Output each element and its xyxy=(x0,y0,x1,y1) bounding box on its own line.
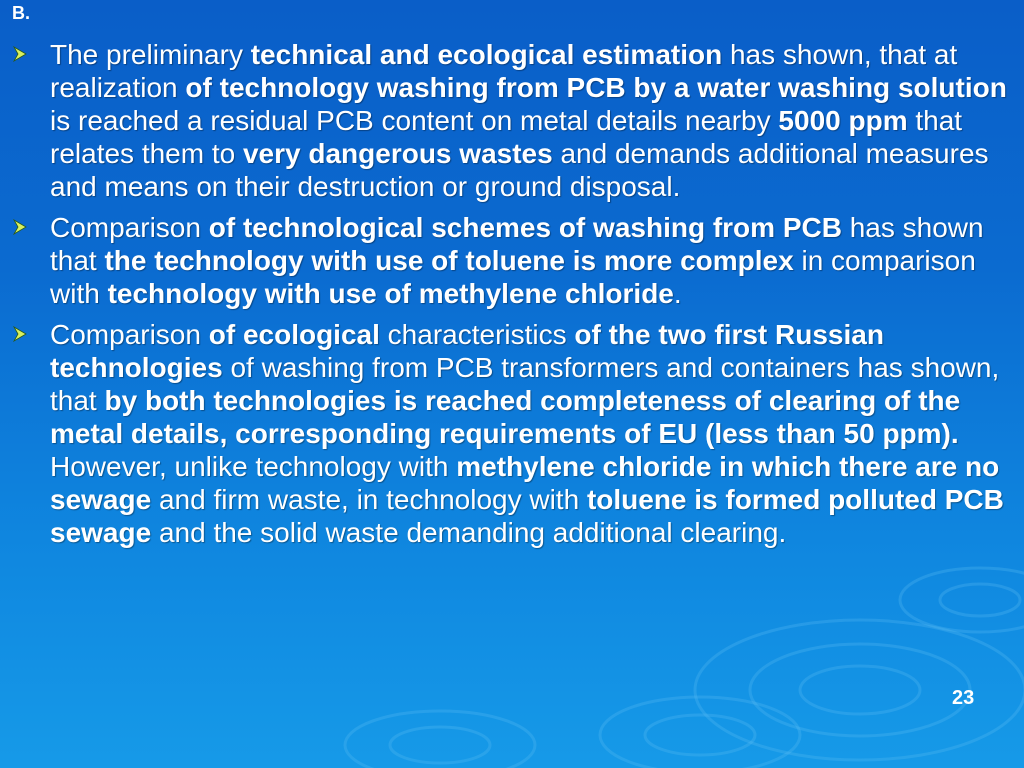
text-segment: . xyxy=(673,278,682,309)
text-segment: of washing from PCB transformers and containers has shown, that xyxy=(50,352,1000,416)
text-segment: has shown that xyxy=(50,212,984,276)
bold-text-segment: methylene chloride in which there are no sewage xyxy=(50,451,1000,515)
bold-text-segment: of technology washing from PCB by a water washing solution xyxy=(185,72,1007,103)
chevron-arrow-icon xyxy=(12,219,28,235)
bold-text-segment: by both technologies is reached completeness of clearing of the metal details, corresponding requirements of EU (less than 50 ppm). xyxy=(50,385,961,449)
text-segment: that relates them to xyxy=(50,105,963,169)
text-segment: Comparison xyxy=(50,319,209,350)
bold-text-segment: of the two first Russian technologies xyxy=(50,319,884,383)
chevron-arrow-icon xyxy=(12,326,28,342)
text-segment: and firm waste, in technology with xyxy=(151,484,587,515)
bold-text-segment: of ecological xyxy=(208,319,380,350)
text-segment: is reached a residual PCB content on metal details nearby xyxy=(50,105,779,136)
bold-text-segment: toluene is formed polluted PCB sewage xyxy=(50,484,1004,548)
text-segment: However, unlike technology with xyxy=(50,451,457,482)
chevron-arrow-icon xyxy=(12,46,28,62)
bold-text-segment: very dangerous wastes xyxy=(242,138,553,169)
section-label: B. xyxy=(12,3,30,23)
bullet-list xyxy=(12,38,1008,557)
bold-text-segment: the technology with use of toluene is more complex xyxy=(104,245,794,276)
bold-text-segment: technology with use of methylene chloride xyxy=(107,278,674,309)
bullet-text xyxy=(50,212,984,309)
bullet-item-3 xyxy=(12,318,1008,549)
bold-text-segment: of technological schemes of washing from PCB xyxy=(208,212,842,243)
page-number: 23 xyxy=(952,687,975,709)
text-segment: has shown, that at realization xyxy=(50,39,958,103)
bold-text-segment: 5000 ppm xyxy=(778,105,908,136)
text-segment: Comparison xyxy=(50,212,209,243)
text-segment: and the solid waste demanding additional clearing. xyxy=(151,517,787,548)
bullet-text xyxy=(50,319,1004,548)
text-segment: in comparison with xyxy=(50,245,976,309)
bullet-item-1 xyxy=(12,38,1008,203)
text-segment: The preliminary xyxy=(50,39,251,70)
text-segment: and demands additional measures and means on their destruction or ground disposal. xyxy=(50,138,989,202)
bullet-text xyxy=(50,39,1007,202)
bold-text-segment: technical and ecological estimation xyxy=(250,39,723,70)
bullet-item-2 xyxy=(12,211,1008,310)
text-segment: characteristics xyxy=(379,319,575,350)
